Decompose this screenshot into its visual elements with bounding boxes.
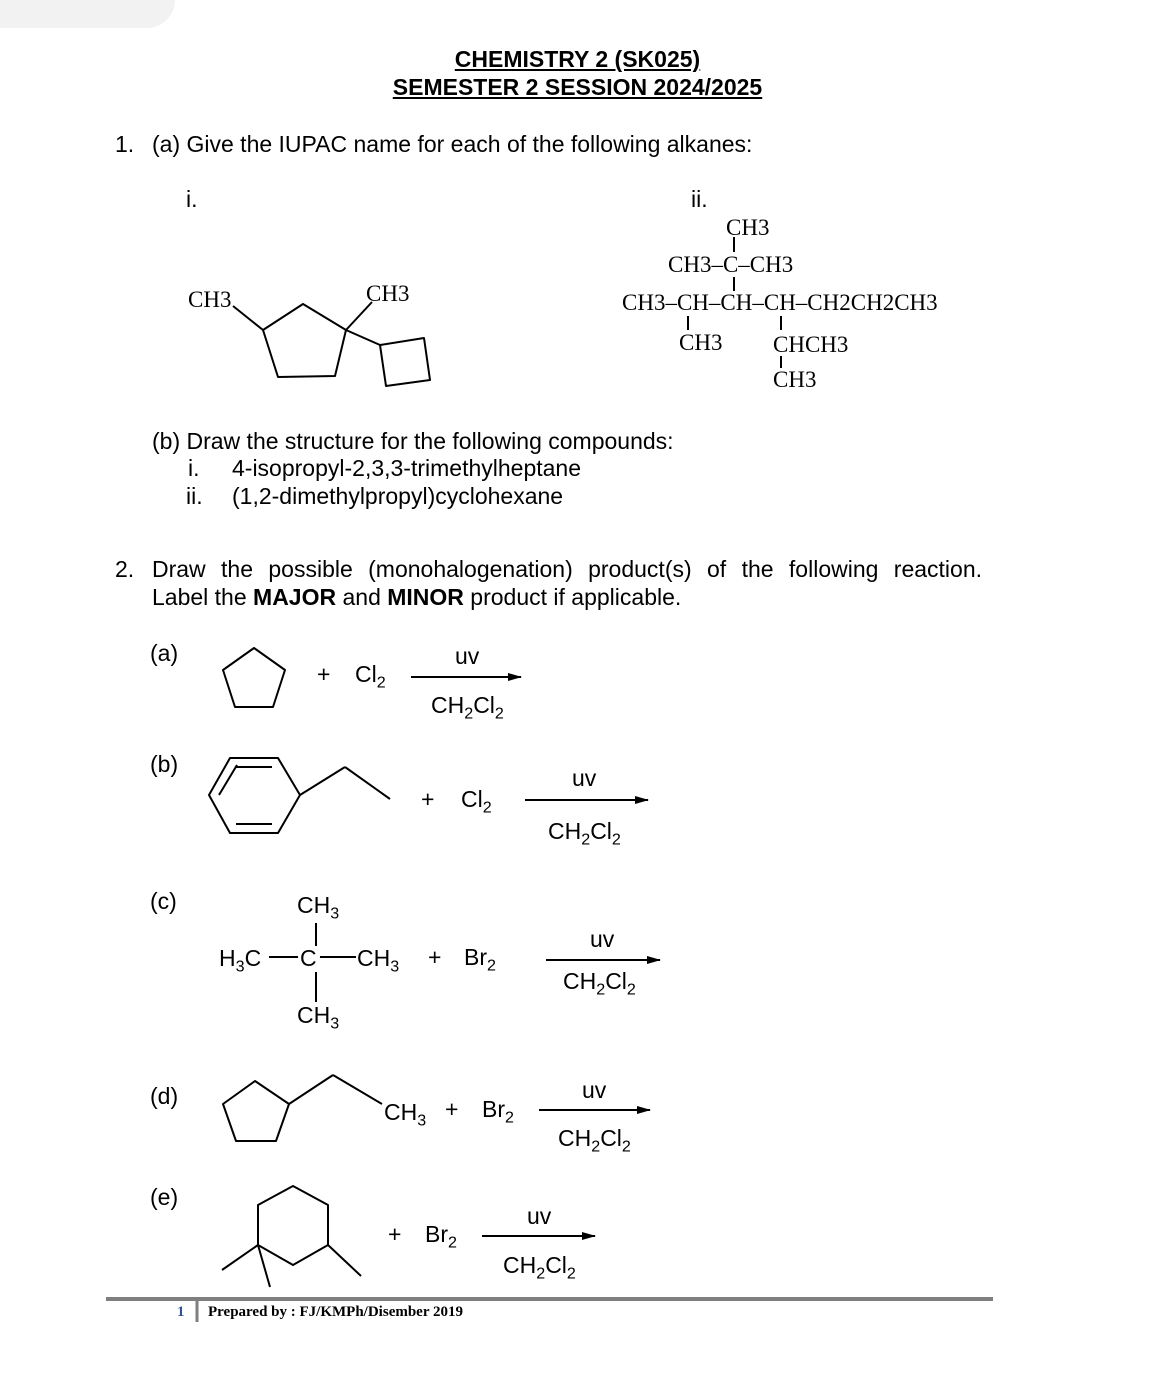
q2-number: 2. xyxy=(115,556,135,582)
struct-ii-bonds xyxy=(688,237,781,368)
reaction-a-reagent: $Cl_2$ xyxy=(355,661,386,692)
struct-ii-sub-right: CHCH3 xyxy=(773,332,849,357)
reaction-a-plus: + xyxy=(317,661,331,687)
reaction-a-condition: uv xyxy=(455,643,480,669)
struct-i-left-ch3: CH3 xyxy=(188,287,232,312)
reaction-b-ethylbenzene xyxy=(209,758,390,833)
q1-b-ii-num: ii. xyxy=(186,483,203,509)
footer-prepared-by: Prepared by : FJ/KMPh/Disember 2019 xyxy=(208,1304,463,1320)
document-title: CHEMISTRY 2 (SK025) xyxy=(454,46,701,72)
reaction-e-condition: uv xyxy=(527,1203,552,1229)
q1-b-i-num: i. xyxy=(188,455,200,481)
reaction-d-solvent: $CH_2Cl_2$ xyxy=(558,1125,631,1156)
major-label: MAJOR xyxy=(253,584,337,610)
struct-ii-sub-bottom: CH3 xyxy=(773,367,817,392)
reaction-c-label: (c) xyxy=(150,888,177,914)
reaction-e-skeleton xyxy=(222,1186,361,1287)
reaction-c-plus: + xyxy=(428,944,442,970)
footer-page-number: 1 xyxy=(177,1304,185,1320)
reaction-d-end-group: $CH_3$ xyxy=(384,1099,427,1130)
reaction-a-label: (a) xyxy=(150,640,179,666)
reaction-a-solvent: $CH_2Cl_2$ xyxy=(431,692,504,723)
reaction-e-solvent: $CH_2Cl_2$ xyxy=(503,1252,576,1283)
q1-part-b: (b) Draw the structure for the following compounds: xyxy=(152,428,674,454)
reaction-c-bonds xyxy=(269,923,356,1002)
reaction-c-reagent: $Br_2$ xyxy=(464,944,496,975)
reaction-b-label: (b) xyxy=(150,751,179,777)
reaction-b-reagent: $Cl_2$ xyxy=(461,786,492,817)
reaction-e-label: (e) xyxy=(150,1184,179,1210)
q1-b-ii-text: (1,2-dimethylpropyl)cyclohexane xyxy=(232,483,564,509)
document-subtitle: SEMESTER 2 SESSION 2024/2025 xyxy=(392,74,763,100)
reaction-c-left-group: $H_3C$ xyxy=(219,945,262,976)
reaction-d-skeleton xyxy=(223,1075,382,1141)
reaction-c-solvent: $CH_2Cl_2$ xyxy=(563,968,636,999)
reaction-a-cyclopentane xyxy=(223,648,285,707)
reaction-b-condition: uv xyxy=(572,765,597,791)
struct-i-right-ch3: CH3 xyxy=(366,281,410,306)
reaction-d-condition: uv xyxy=(582,1077,607,1103)
minor-label: MINOR xyxy=(387,584,464,610)
q1-number: 1. xyxy=(115,131,135,157)
q1-b-i-text: 4-isopropyl-2,3,3-trimethylheptane xyxy=(232,455,582,481)
q2-line1: Draw the possible (monohalogenation) product(s) of the following reaction. xyxy=(152,556,982,582)
struct-ii-row2: CH3–C–CH3 xyxy=(668,252,794,277)
q1-roman-ii: ii. xyxy=(691,186,708,212)
reaction-c-center-c: C xyxy=(300,945,317,971)
reaction-b-plus: + xyxy=(421,786,435,812)
q1-part-a: (a) Give the IUPAC name for each of the following alkanes: xyxy=(152,131,753,157)
reaction-c-condition: uv xyxy=(590,926,615,952)
reaction-d-plus: + xyxy=(445,1096,459,1122)
reaction-e-plus: + xyxy=(388,1221,402,1247)
q1-roman-i: i. xyxy=(186,186,198,212)
reaction-c-top-group: $CH_3$ xyxy=(297,892,340,923)
q2-line2: Label the MAJOR and MINOR product if applicable. xyxy=(152,584,682,610)
struct-ii-main-chain: CH3–CH–CH–CH–CH2CH2CH3 xyxy=(622,290,938,315)
reaction-d-label: (d) xyxy=(150,1083,179,1109)
struct-ii-top-ch3: CH3 xyxy=(726,215,770,240)
struct-i-skeleton xyxy=(233,302,430,386)
reaction-e-reagent: $Br_2$ xyxy=(425,1221,457,1252)
reaction-b-solvent: $CH_2Cl_2$ xyxy=(548,818,621,849)
struct-ii-sub-left: CH3 xyxy=(679,330,723,355)
reaction-c-bottom-group: $CH_3$ xyxy=(297,1002,340,1033)
reaction-d-reagent: $Br_2$ xyxy=(482,1096,514,1127)
reaction-c-right-group: $CH_3$ xyxy=(357,945,400,976)
